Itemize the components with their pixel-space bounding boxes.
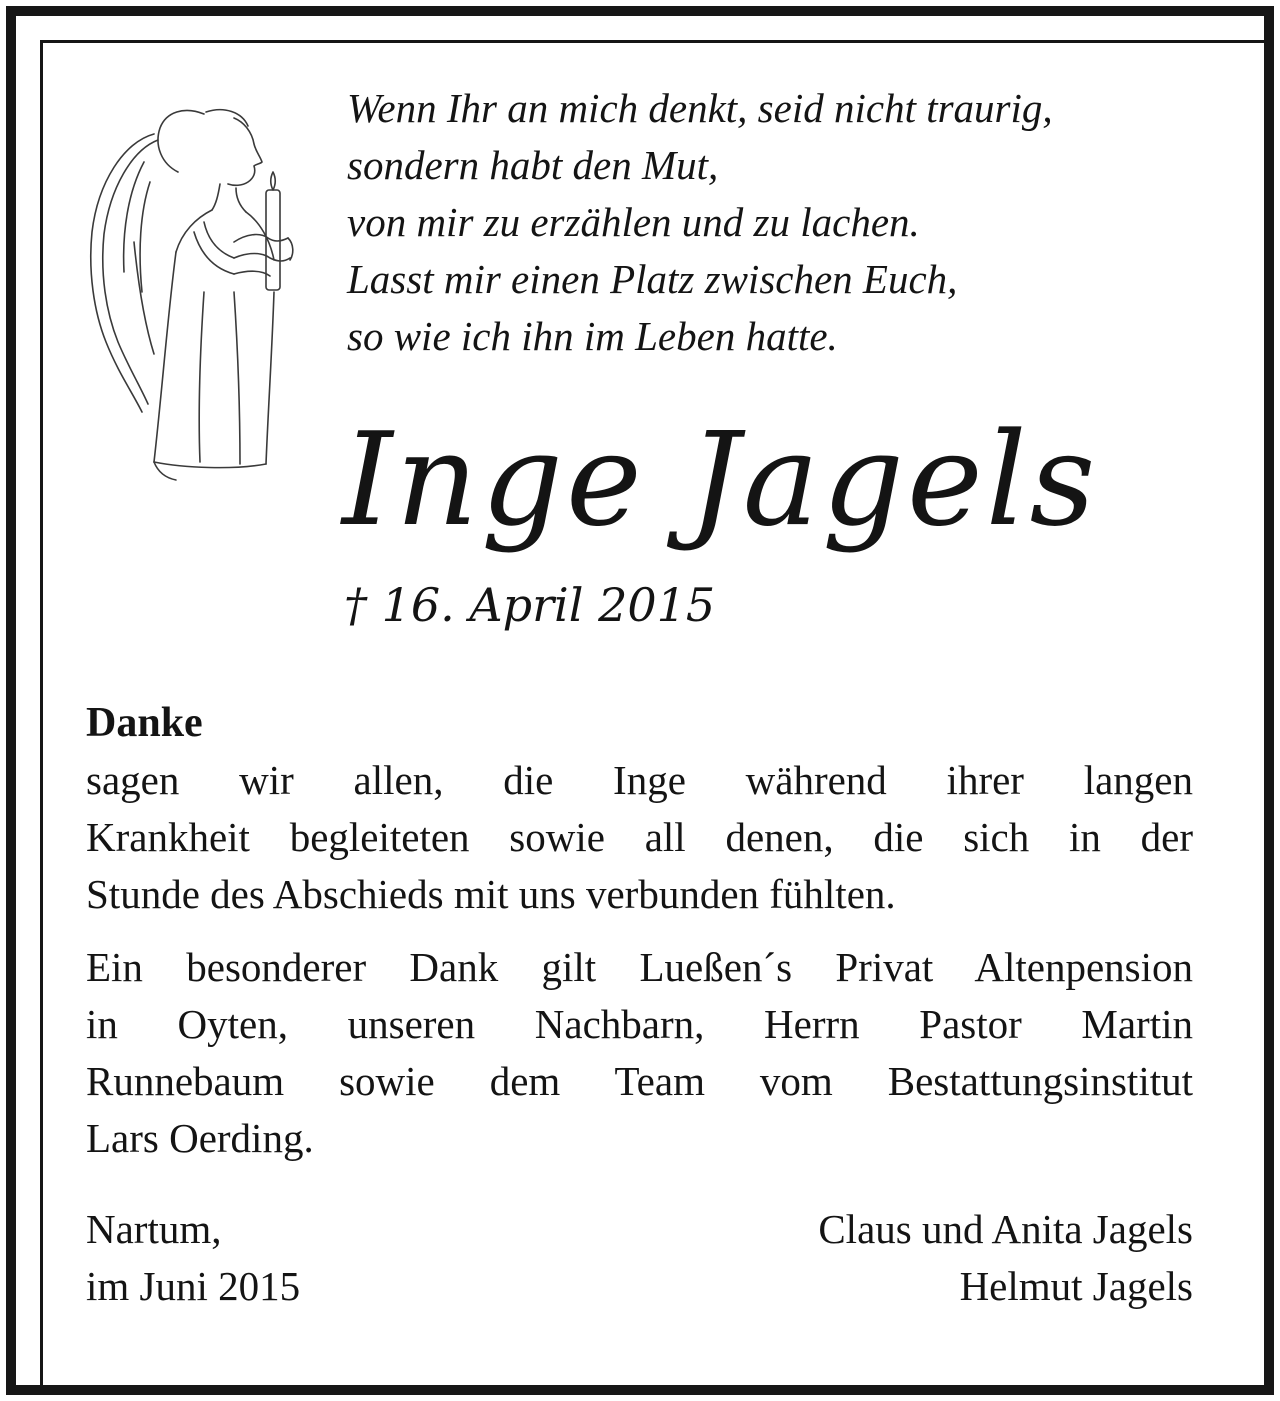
quote-line: Wenn Ihr an mich denkt, seid nicht traurig, [347, 85, 1053, 131]
paragraph-line: Lars Oerding. [86, 1115, 314, 1161]
memorial-quote [347, 80, 1227, 365]
quote-line: Lasst mir einen Platz zwischen Euch, [347, 256, 958, 302]
thanks-paragraph-2 [86, 939, 1193, 1167]
quote-line: von mir zu erzählen und zu lachen. [347, 199, 920, 245]
date: im Juni 2015 [86, 1263, 301, 1309]
quote-line: so wie ich ihn im Leben hatte. [347, 313, 838, 359]
paragraph-line: sagen wir allen, die Inge während ihrer langen [86, 757, 1193, 803]
thanks-paragraph-1 [86, 752, 1193, 923]
paragraph-line: Stunde des Abschieds mit uns verbunden fühlten. [86, 871, 896, 917]
signatories [818, 1201, 1193, 1315]
place: Nartum, [86, 1206, 222, 1252]
paragraph-line: Runnebaum sowie dem Team vom Bestattungsinstitut [86, 1058, 1193, 1104]
place-and-date [86, 1201, 300, 1315]
paragraph-line: in Oyten, unseren Nachbarn, Herrn Pastor Martin [86, 1001, 1193, 1047]
signatory: Claus und Anita Jagels [818, 1206, 1193, 1252]
angel-with-candle-icon [84, 92, 304, 492]
paragraph-line: Ein besonderer Dank gilt Lueßen´s Privat Altenpension [86, 944, 1193, 990]
deceased-name: Inge Jagels [342, 406, 1099, 555]
death-date: † 16. April 2015 [344, 578, 716, 632]
paragraph-line: Krankheit begleiteten sowie all denen, die sich in der [86, 814, 1193, 860]
quote-line: sondern habt den Mut, [347, 142, 719, 188]
thanks-heading: Danke [86, 700, 203, 746]
signatory: Helmut Jagels [959, 1263, 1193, 1309]
